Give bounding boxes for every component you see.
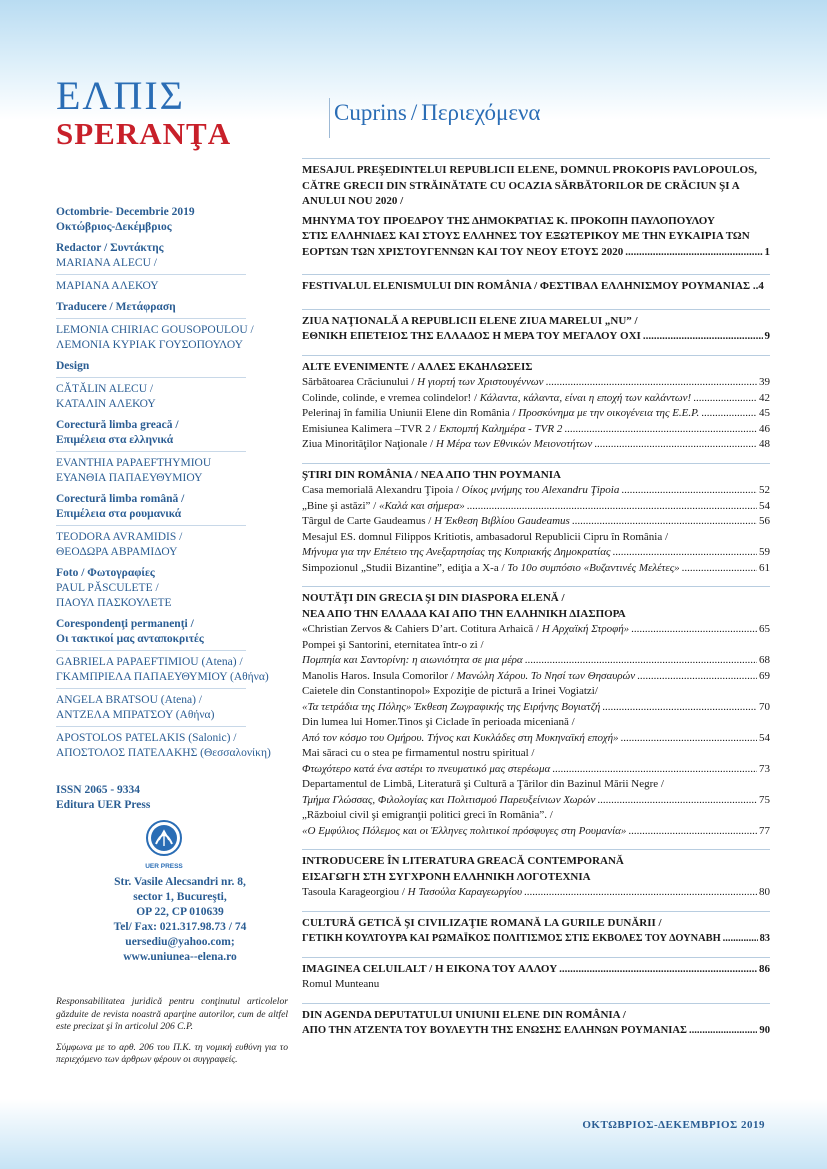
toc-entry[interactable]: Casa memorială Alexandru Ţipoia / Οίκος μνήμης του Alexandru Ţipoia ..... 52 bbox=[302, 483, 770, 499]
toc-entry-line[interactable]: Caietele din Constantinopol» Expoziţie de pictură a Irinei Vogiatzi/ bbox=[302, 685, 598, 697]
toc-entry[interactable]: Τμήμα Γλώσσας, Φιλολογίας και Πολιτισμού Παρευξείνιων Χωρών ..... 75 bbox=[302, 793, 770, 809]
toc-entry[interactable]: ΑΠΟ ΤΗΝ ΑΤΖΕΝΤΑ ΤΟΥ ΒΟΥΛΕΥΤΗ ΤΗΣ ΕΝΩΣΗΣ ΕΛΛΗΝΩΝ ΡΟΥΜΑΝΙΑΣ ..... 90 bbox=[302, 1023, 770, 1039]
toc-entry[interactable]: «Ο Εμφύλιος Πόλεμος και οι Έλληνες πολιτικοί πρόσφυγες στη Ρουμανία» ..... 77 bbox=[302, 824, 770, 840]
contents-title-gr: Περιεχόμενα bbox=[421, 100, 541, 125]
toc-entry[interactable]: Târgul de Carte Gaudeamus / Η Έκθεση Βιβλίου Gaudeamus ..... 56 bbox=[302, 514, 770, 530]
address-block bbox=[70, 875, 290, 965]
toc-entry[interactable]: IMAGINEA CELUILALT / Η ΕΙΚΟΝΑ ΤΟΥ ΑΛΛΟΥ ..... 86 bbox=[302, 962, 770, 978]
toc-entry-line[interactable]: Pompei şi Santorini, eternitatea într-o zi / bbox=[302, 638, 484, 651]
toc-section bbox=[302, 309, 770, 345]
toc-section-title[interactable]: ANULUI NOU 2020 / bbox=[302, 195, 404, 207]
toc-entry-line[interactable]: Mai săraci cu o stea pe firmamentul nostru spiritual / bbox=[302, 747, 535, 759]
toc-entry[interactable]: Μήνυμα για την Επέτειο της Ανεξαρτησίας της Κυπριακής Δημοκρατίας ..... 59 bbox=[302, 545, 770, 561]
toc-section-title: ŞTIRI DIN ROMÂNIA / ΝΕΑ ΑΠΟ ΤΗΝ ΡΟΥΜΑΝΙΑ bbox=[302, 468, 561, 481]
translation-name-gr: ΛΕΜΟΝΙΑ ΚΥΡΙΑΚ ΓΟΥΣΟΠΟΥΛΟΥ bbox=[56, 339, 243, 351]
toc-section-title: INTRODUCERE ÎN LITERATURA GREACĂ CONTEMPORANĂ bbox=[302, 855, 624, 867]
toc-entry-title: ΕΘΝΙΚΗ ΕΠΕΤΕΙΟΣ ΤΗΣ ΕΛΛΑΔΟΣ Η ΜΕΡΑ ΤΟΥ ΜΕΓΑΛΟΥ ΟΧΙ bbox=[302, 330, 641, 342]
proof-greek-name-ro: EVANTHIA PAPAEFTHYMIOU bbox=[56, 457, 212, 469]
correspondents-role-gr: Οι τακτικοί μας ανταποκριτές bbox=[56, 633, 204, 645]
proof-romanian-name-gr: ΘΕΟΔΩΡΑ ΑΒΡΑΜΙΔΟΥ bbox=[56, 546, 178, 558]
divider bbox=[56, 525, 246, 526]
toc-section bbox=[302, 158, 770, 260]
toc-entry[interactable] bbox=[302, 245, 770, 261]
toc-entry[interactable]: Pelerinaj în familia Uniunii Elene din România / Προσκύνημα με την οικογένεια της Ε.Ε.Ρ. ..... 45 bbox=[302, 406, 770, 422]
proof-greek-name-gr: ΕΥΑΝΘΙΑ ΠΑΠΑΕΥΘΥΜΙΟΥ bbox=[56, 472, 203, 484]
publisher: Editura UER Press bbox=[56, 799, 151, 811]
toc-entry[interactable]: Manolis Haros. Insula Comorilor / Μανώλη Χάρου. Το Νησί των Θησαυρών ..... 69 bbox=[302, 669, 770, 685]
disclaimer-ro: Responsabilitatea juridică pentru conţinutul articolelor găzduite de revista noastră aparţine autorilor, cum de altfel este precizat şi în articolul 206 C.P. bbox=[56, 996, 288, 1032]
page-number: 1 bbox=[764, 245, 770, 258]
toc-entry[interactable]: Φτωχότερο κατά ένα αστέρι το πνευματικό μας στερέωμα ..... 73 bbox=[302, 762, 770, 778]
toc-entry-title: ΕΟΡΤΩΝ ΤΩΝ ΧΡΙΣΤΟΥΓΕΝΝΩΝ ΚΑΙ ΤΟΥ ΝΕΟΥ ΕΤΟΥΣ 2020 bbox=[302, 245, 624, 258]
toc-entry[interactable]: ΓΕΤΙΚΗ ΚΟΥΛΤΟΥΡΑ ΚΑΙ ΡΩΜΑΪΚΟΣ ΠΟΛΙΤΙΣΜΟΣ ΣΤΙΣ ΕΚΒΟΛΕΣ ΤΟΥ ΔΟΥΝΑΒΗ ..... 83 bbox=[302, 931, 770, 947]
proof-greek-role: Corectură limba greacă / bbox=[56, 419, 179, 431]
toc-section-title: ΝΕΑ ΑΠΟ ΤΗΝ ΕΛΛΑΔΑ ΚΑΙ ΑΠΟ ΤΗΝ ΕΛΛΗΝΙΚΗ ΔΙΑΣΠΟΡΑ bbox=[302, 607, 626, 620]
toc-section-title[interactable]: ΜΗΝΥΜΑ ΤΟΥ ΠΡΟΕΔΡΟΥ ΤΗΣ ΔΗΜΟΚΡΑΤΙΑΣ Κ. ΠΡΟΚΟΠΗ ΠΑΥΛΟΠΟΥΛΟΥ bbox=[302, 214, 715, 227]
correspondent-2-ro: ANGELA BRATSOU (Atena) / bbox=[56, 694, 202, 706]
toc-section-title: NOUTĂŢI DIN GRECIA ŞI DIN DIASPORA ELENĂ / bbox=[302, 592, 565, 604]
uer-press-emblem-icon bbox=[142, 818, 186, 872]
contents-heading bbox=[329, 98, 769, 138]
translation-name-ro: LEMONIA CHIRIAC GOUSOPOULOU / bbox=[56, 324, 254, 336]
address-line: OP 22, CP 010639 bbox=[136, 906, 224, 918]
toc-entry[interactable]: Simpozionul „Studii Bizantine”, ediţia a X-a / Το 10ο συμπόσιο «Βυζαντινές Μελέτες» ..... 61 bbox=[302, 561, 770, 577]
divider bbox=[56, 318, 246, 319]
table-of-contents bbox=[302, 158, 770, 1049]
toc-section-title[interactable]: FESTIVALUL ELENISMULUI DIN ROMÂNIA / ΦΕΣΤΙΒΑΛ ΕΛΛΗΝΙΣΜΟΥ ΡΟΥΜΑΝΙΑΣ ..4 bbox=[302, 280, 764, 292]
divider bbox=[56, 726, 246, 727]
correspondent-1-gr: ΓΚΑΜΠΡΙΕΛΑ ΠΑΠΑΕΥΘΥΜΙΟΥ (Αθήνα) bbox=[56, 671, 269, 683]
toc-entry[interactable]: Colinde, colinde, e vremea colindelor! / Κάλαντα, κάλαντα, είναι η εποχή των καλάντων! ..... 42 bbox=[302, 391, 770, 407]
toc-entry-line[interactable]: Mesajul ES. domnul Filippos Kritiotis, ambasadorul Republicii Cipru în România / bbox=[302, 530, 669, 543]
website-link[interactable]: www.uniunea--elena.ro bbox=[123, 951, 237, 963]
toc-section bbox=[302, 957, 770, 993]
toc-entry-line[interactable]: Departamentul de Limbă, Literatură şi Cultură a Ţărilor din Bazinul Mării Negre / bbox=[302, 778, 664, 790]
toc-entry[interactable]: „Bine şi astăzi” / «Καλά και σήμερα» ..... 54 bbox=[302, 499, 770, 515]
editor-role: Redactor / Συντάκτης bbox=[56, 242, 164, 254]
photo-role: Foto / Φωτογραφίες bbox=[56, 567, 155, 579]
divider bbox=[56, 377, 246, 378]
design-role: Design bbox=[56, 360, 90, 372]
toc-section-title: ALTE EVENIMENTE / ΑΛΛΕΣ ΕΚΔΗΛΩΣΕΙΣ bbox=[302, 360, 533, 373]
toc-section-title[interactable]: ZIUA NAŢIONALĂ A REPUBLICII ELENE ZIUA MARELUI „NU” / bbox=[302, 314, 638, 327]
logo bbox=[56, 75, 286, 151]
toc-section bbox=[302, 586, 770, 839]
toc-section-title: ΕΙΣΑΓΩΓΗ ΣΤΗ ΣΥΓΧΡΟΝΗ ΕΛΛΗΝΙΚΗ ΛΟΓΟΤΕΧΝΙΑ bbox=[302, 870, 591, 883]
page-number: 9 bbox=[764, 330, 770, 342]
toc-entry[interactable]: Πομπηία και Σαντορίνη: η αιωνιότητα σε μια μέρα ..... 68 bbox=[302, 653, 770, 669]
editor-name-gr: ΜΑΡΙΑΝΑ ΑΛΕΚΟΥ bbox=[56, 280, 159, 292]
toc-entry[interactable]: Από τον κόσμο του Ομήρου. Τήνος και Κυκλάδες στη Μυκηναϊκή εποχή» ..... 54 bbox=[302, 731, 770, 747]
toc-section-title: DIN AGENDA DEPUTATULUI UNIUNII ELENE DIN ROMÂNIA / bbox=[302, 1008, 626, 1021]
toc-entry-line[interactable]: Din lumea lui Homer.Tinos şi Ciclade în perioada miceniană / bbox=[302, 716, 575, 728]
toc-entry[interactable]: «Τα τετράδια της Πόλης» Έκθεση Ζωγραφικής της Ειρήνης Βογιατζή ..... 70 bbox=[302, 700, 770, 716]
disclaimer-gr: Σύμφωνα με το αρθ. 206 του Π.Κ. τη νομική ευθύνη για το περιεχόμενο των άρθρων φέρουν οι συγγραφείς. bbox=[56, 1041, 288, 1065]
period-ro: Octombrie- Decembrie 2019 bbox=[56, 206, 195, 218]
toc-entry[interactable]: «Christian Zervos & Cahiers D’art. Cotitura Arhaică / Η Αρχαϊκή Στροφή» ..... 65 bbox=[302, 622, 770, 638]
issn: ISSN 2065 - 9334 bbox=[56, 784, 141, 796]
contents-title-sep: / bbox=[410, 100, 418, 125]
contents-title-ro: Cuprins bbox=[334, 100, 407, 125]
translation-role: Traducere / Μετάφραση bbox=[56, 301, 176, 313]
email-link[interactable]: uersediu@yahoo.com; bbox=[125, 936, 235, 948]
address-line: Str. Vasile Alecsandri nr. 8, bbox=[114, 876, 246, 888]
toc-entry[interactable]: Sărbătoarea Crăciunului / Η γιορτή των Χριστουγέννων ..... 39 bbox=[302, 375, 770, 391]
photo-name-gr: ΠΑΟΥΛ ΠΑΣΚΟΥΛΕΤΕ bbox=[56, 597, 172, 609]
design-name-ro: CĂTĂLIN ALECU / bbox=[56, 383, 154, 395]
footer-issue-date: ΟΚΤΩΒΡΙΟΣ-ΔΕΚΕΜΒΡΙΟΣ 2019 bbox=[582, 1119, 765, 1131]
toc-entry[interactable]: Ziua Minorităţilor Naţionale / Η Μέρα των Εθνικών Μειονοτήτων ..... 48 bbox=[302, 437, 770, 453]
logo-romanian: SPERANŢA bbox=[56, 116, 232, 151]
correspondents-role: Corespondenţi permanenţi / bbox=[56, 618, 194, 630]
toc-entry-line[interactable]: „Războiul civil şi emigranţii politici greci în România”. / bbox=[302, 809, 553, 821]
proof-romanian-name-ro: TEODORA AVRAMIDIS / bbox=[56, 531, 183, 543]
toc-section-title[interactable]: CĂTRE GRECII DIN STRĂINĂTATE CU OCAZIA SĂRBĂTORILOR DE CRĂCIUN ŞI A bbox=[302, 179, 740, 192]
toc-entry[interactable] bbox=[302, 329, 770, 345]
emblem-label: UER PRESS bbox=[145, 863, 183, 870]
toc-section bbox=[302, 463, 770, 577]
toc-section bbox=[302, 274, 770, 295]
bottom-gradient-band bbox=[0, 1099, 827, 1169]
address-line: sector 1, Bucureşti, bbox=[133, 891, 227, 903]
photo-name-ro: PAUL PĂSCULETE / bbox=[56, 582, 159, 594]
divider bbox=[56, 274, 246, 275]
divider bbox=[56, 451, 246, 452]
correspondent-3-gr: ΑΠΟΣΤΟΛΟΣ ΠΑΤΕΛΑΚΗΣ (Θεσσαλονίκη) bbox=[56, 747, 271, 759]
correspondent-3-ro: APOSTOLOS PATELAKIS (Salonic) / bbox=[56, 732, 237, 744]
proof-romanian-role: Corectură limba română / bbox=[56, 493, 185, 505]
toc-section bbox=[302, 1003, 770, 1039]
proof-greek-role-gr: Επιμέλεια στα ελληνικά bbox=[56, 434, 174, 446]
toc-author: Romul Munteanu bbox=[302, 978, 380, 990]
toc-section bbox=[302, 911, 770, 947]
toc-section-title[interactable]: MESAJUL PREŞEDINTELUI REPUBLICII ELENE, DOMNUL PROKOPIS PAVLOPOULOS, bbox=[302, 164, 757, 176]
period-gr: Οκτώβριος-Δεκέμβριος bbox=[56, 221, 172, 233]
divider bbox=[56, 650, 246, 651]
masthead bbox=[56, 205, 308, 813]
legal-disclaimer bbox=[56, 996, 288, 1067]
correspondent-2-gr: ΑΝΤΖΕΛΑ ΜΠΡΑΤΣΟΥ (Αθήνα) bbox=[56, 709, 215, 721]
editor-name-ro: MARIANA ALECU / bbox=[56, 257, 157, 269]
phone-fax: Tel/ Fax: 021.317.98.73 / 74 bbox=[113, 921, 247, 933]
divider bbox=[56, 688, 246, 689]
logo-greek: ΕΛΠΙΣ bbox=[56, 73, 185, 118]
toc-section bbox=[302, 849, 770, 901]
toc-entry[interactable]: Tasoula Karageorgiou / Η Τασούλα Καραγεωργίου ..... 80 bbox=[302, 885, 770, 901]
correspondent-1-ro: GABRIELA PAPAEFTIMIOU (Atena) / bbox=[56, 656, 243, 668]
design-name-gr: ΚΑΤΑΛΙΝ ΑΛΕΚΟΥ bbox=[56, 398, 156, 410]
toc-section-title[interactable]: ΣΤΙΣ ΕΛΛΗΝΙΔΕΣ ΚΑΙ ΣΤΟΥΣ ΕΛΛΗΝΕΣ ΤΟΥ ΕΞΩΤΕΡΙΚΟΥ ΜΕ ΤΗΝ ΕΥΚΑΙΡΙΑ ΤΩΝ bbox=[302, 230, 750, 242]
proof-romanian-role-gr: Επιμέλεια στα ρουμανικά bbox=[56, 508, 182, 520]
toc-section bbox=[302, 355, 770, 453]
toc-entry[interactable]: Emisiunea Kalimera –TVR 2 / Εκπομπή Καλημέρα - TVR 2 ..... 46 bbox=[302, 422, 770, 438]
toc-section-title: CULTURĂ GETICĂ ŞI CIVILIZAŢIE ROMANĂ LA GURILE DUNĂRII / bbox=[302, 916, 662, 929]
